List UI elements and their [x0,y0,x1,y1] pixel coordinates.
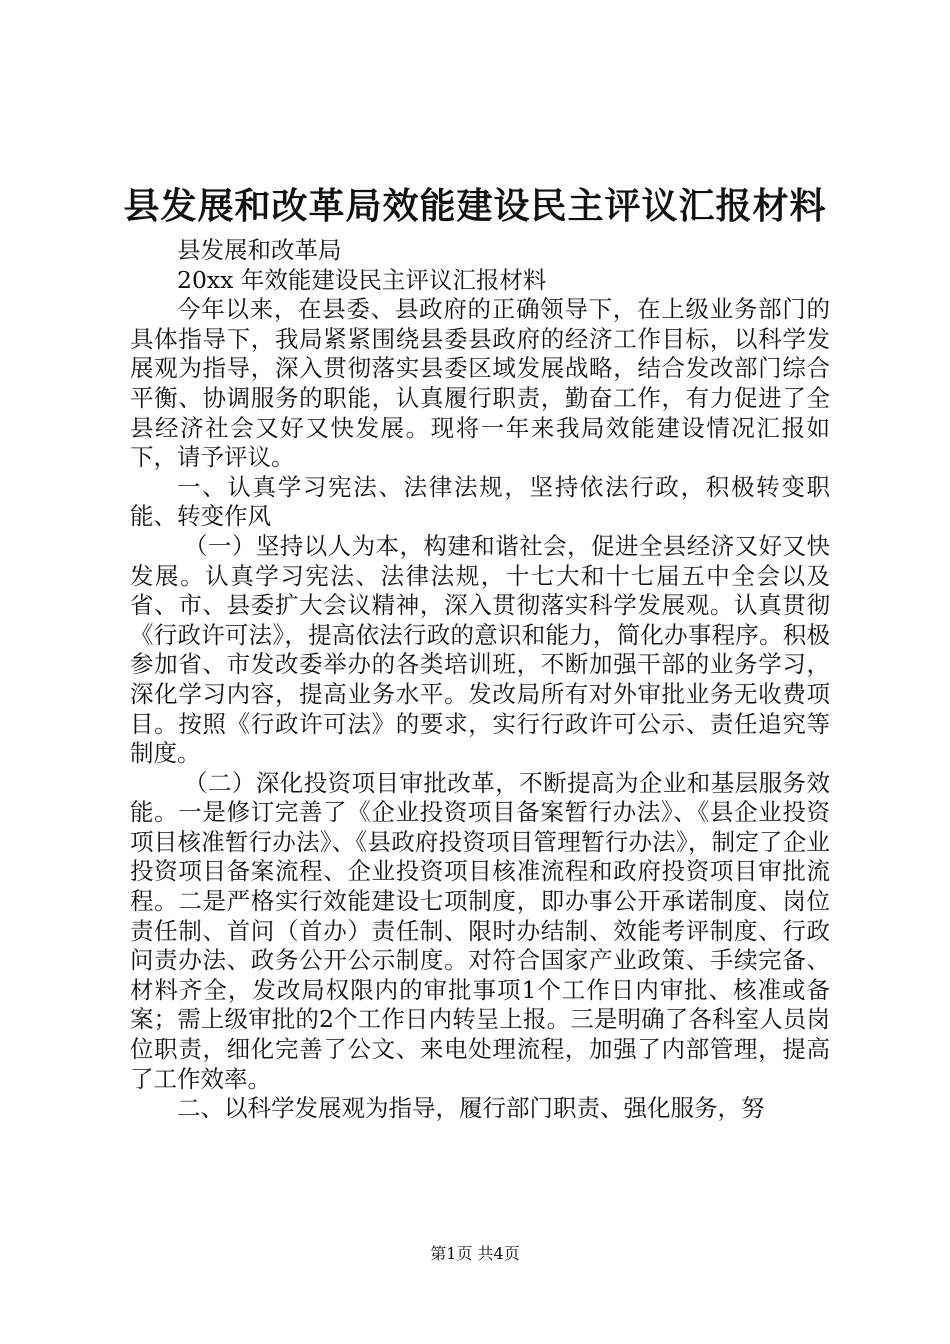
section-heading-2: 二、以科学发展观为指导，履行部门职责、强化服务，努 [177,1094,765,1123]
paragraph-section-1-1: （一）坚持以人为本，构建和谐社会，促进全县经济又好又快发展。认真学习宪法、法律法规，十七大和十七届五中全会以及省、市、县委扩大会议精神，深入贯彻落实科学发展观。认真贯彻《行政许可法》，提高依法行政的意识和能力，简化办事程序。积极参加省、市发改委举办的各类培训班，不断加强干部的业务学习，深化学习内容，提高业务水平。发改局所有对外审批业务无收费项目。按照《行政许可法》的要求，实行行政许可公示、责任追究等制度。 [130,531,830,768]
paragraph-section-1-2: （二）深化投资项目审批改革，不断提高为企业和基层服务效能。一是修订完善了《企业投资项目备案暂行办法》、《县企业投资项目核准暂行办法》、《县政府投资项目管理暂行办法》，制定了企业投资项目备案流程、企业投资项目核准流程和政府投资项目审批流程。二是严格实行效能建设七项制度，即办事公开承诺制度、岗位责任制、首问（首办）责任制、限时办结制、效能考评制度、行政问责办法、政务公开公示制度。对符合国家产业政策、手续完备、材料齐全，发改局权限内的审批事项1个工作日内审批、核准或备案；需上级审批的2个工作日内转呈上报。三是明确了各科室人员岗位职责，细化完善了公文、来电处理流程，加强了内部管理，提高了工作效率。 [130,768,830,1093]
page-footer: 第1页 共4页 [430,1244,520,1263]
document-title: 县发展和改革局效能建设民主评议汇报材料 [123,185,827,227]
document-body [130,236,830,1124]
subtitle-doc: 20xx 年效能建设民主评议汇报材料 [177,265,547,294]
subtitle-org: 县发展和改革局 [177,236,342,264]
section-heading-1: 一、认真学习宪法、法律法规，坚持依法行政，积极转变职能、转变作风 [130,472,830,531]
paragraph-intro: 今年以来，在县委、县政府的正确领导下，在上级业务部门的具体指导下，我局紧紧围绕县委县政府的经济工作目标，以科学发展观为指导，深入贯彻落实县委区域发展战略，结合发改部门综合平衡、协调服务的职能，认真履行职责，勤奋工作，有力促进了全县经济社会又好又快发展。现将一年来我局效能建设情况汇报如下，请予评议。 [130,295,830,472]
